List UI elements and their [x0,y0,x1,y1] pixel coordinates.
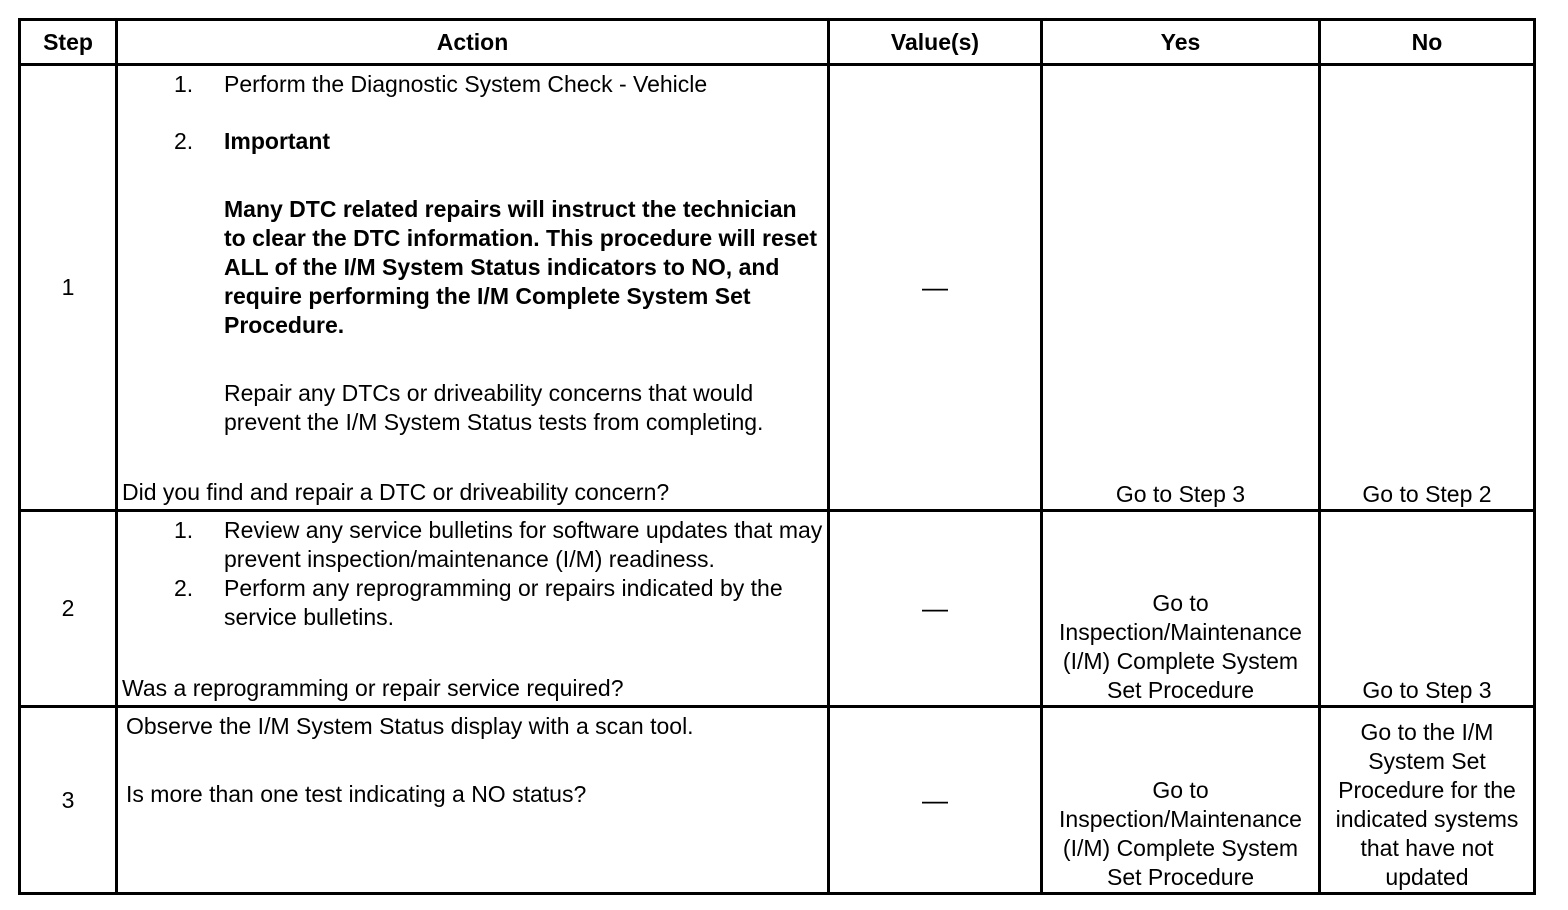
no-cell: Go to Step 3 [1320,511,1535,707]
step-number: 2 [20,511,117,707]
action-cell [117,707,829,894]
header-step: Step [20,20,117,65]
question-text: Is more than one test indicating a NO status? [126,781,587,807]
value-cell: — [829,707,1042,894]
diagnostic-table [18,18,1536,895]
list-text: Review any service bulletins for software updates that may prevent inspection/maintenance (I/M) readiness. [224,517,823,572]
list-number: 2. [174,128,194,154]
list-text: Perform any reprogramming or repairs indicated by the service bulletins. [224,575,783,630]
yes-cell: Go to Step 3 [1042,65,1320,511]
list-item [122,516,823,574]
step-number: 1 [20,65,117,511]
yes-cell: Go to Inspection/Maintenance (I/M) Complete System Set Procedure [1042,707,1320,894]
header-row [20,20,1535,65]
header-values: Value(s) [829,20,1042,65]
table-row [20,65,1535,511]
list-number: 1. [174,517,194,543]
list-text: Perform the Diagnostic System Check - Vehicle [224,71,708,97]
important-label: Important [224,128,331,154]
observe-text: Observe the I/M System Status display with a scan tool. [126,713,694,739]
no-cell: Go to the I/M System Set Procedure for the indicated systems that have not updated [1320,707,1535,894]
header-yes: Yes [1042,20,1320,65]
list-number: 2. [174,575,194,601]
question-text: Did you find and repair a DTC or driveability concern? [122,479,670,505]
action-cell [117,511,829,707]
list-number: 1. [174,71,194,97]
table-row [20,511,1535,707]
list-item [122,127,823,156]
question-text: Was a reprogramming or repair service required? [122,675,624,701]
list-item [122,574,823,632]
step-number: 3 [20,707,117,894]
repair-note: Repair any DTCs or driveability concerns that would prevent the I/M System Status tests from completing. [224,380,764,435]
no-cell: Go to Step 2 [1320,65,1535,511]
header-action: Action [117,20,829,65]
table-row [20,707,1535,894]
header-no: No [1320,20,1535,65]
important-note: Many DTC related repairs will instruct the technician to clear the DTC information. This procedure will reset ALL of the I/M System Status indicators to NO, and require performing the I/M Complete System Set Procedure. [224,196,817,338]
action-cell [117,65,829,511]
value-cell: — [829,65,1042,511]
value-cell: — [829,511,1042,707]
list-item [122,70,823,99]
yes-cell: Go to Inspection/Maintenance (I/M) Complete System Set Procedure [1042,511,1320,707]
